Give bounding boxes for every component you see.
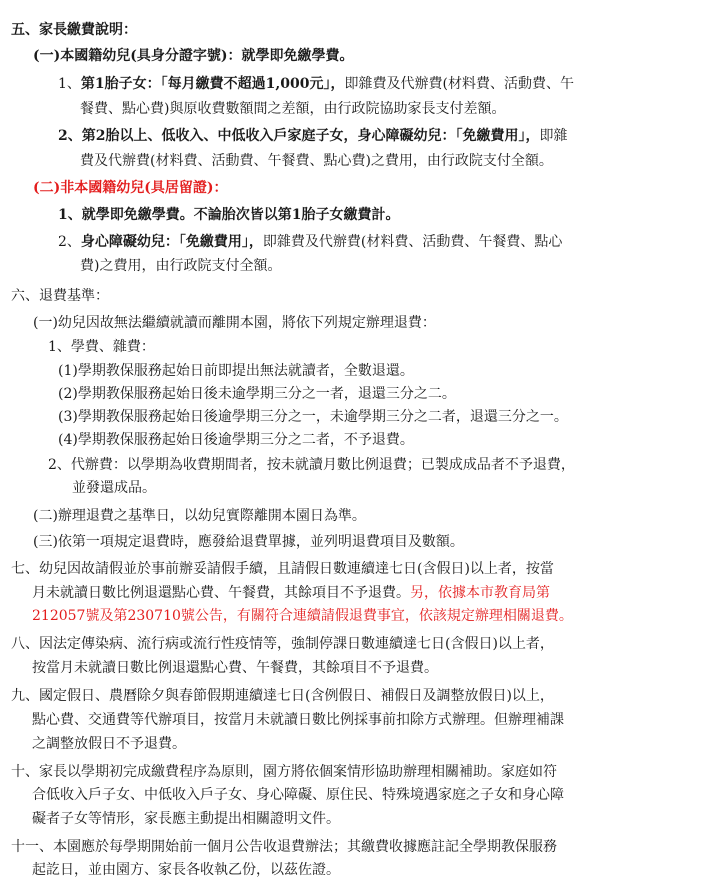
section6-p2: (二)辦理退費之基準日，以幼兒實際離開本園日為準。 xyxy=(33,508,366,524)
section7-line1: 七、幼兒因故請假並於事前辦妥請假手續，且請假日數連續達七日(含假日)以上者，按當 xyxy=(11,561,554,577)
section6-p1-1: 1、學費、雜費： xyxy=(48,339,155,355)
section8-line2: 按當月未就讀日數比例退還點心費、午餐費，其餘項目不予退費。 xyxy=(32,660,438,676)
second-child-fee-text: 即雜 xyxy=(539,128,568,144)
section5-part1-item2-line2: 費及代辦費(材料費、活動費、午餐費、點心費)之費用，由行政院支付全額。 xyxy=(80,153,553,169)
section7-notice-red: 另，依據本市教育局第 xyxy=(410,585,550,601)
section9-line1: 九、國定假日、農曆除夕與春節假期連續達七日(含例假日、補假日及調整放假日)以上， xyxy=(11,688,554,704)
section10-line2: 合低收入戶子女、中低收入戶子女、身心障礙、原住民、特殊境遇家庭之子女和身心障 xyxy=(32,787,564,803)
first-child-fee-emphasis: 第1胎子女：「每月繳費不超過1,000元」， xyxy=(80,76,345,92)
section5-part1-item1-line2: 餐費、點心費)與原收費數額間之差額，由行政院協助家長支付差額。 xyxy=(80,101,506,117)
section8-line1: 八、因法定傳染病、流行病或流行性疫情等，強制停課日數連續達七日(含假日)以上者， xyxy=(11,636,554,652)
section7-line2 xyxy=(32,583,550,603)
section6-p1-1-b: (2)學期教保服務起始日後未逾學期三分之一者，退還三分之二。 xyxy=(58,386,456,402)
section5-part1-item1-line1 xyxy=(58,74,574,94)
section6-p3: (三)依第一項規定退費時，應發給退費單據，並列明退費項目及數額。 xyxy=(33,534,464,550)
section5-part2-item2-line2: 費)之費用，由行政院支付全額。 xyxy=(80,258,282,274)
second-child-fee-emphasis: 2、第2胎以上、低收入、中低收入戶家庭子女，身心障礙幼兒：「免繳費用」， xyxy=(58,128,540,144)
section11-line1: 十一、本園應於每學期開始前一個月公告收退費辦法；其繳費收據應註記全學期教保服務 xyxy=(11,839,557,855)
disability-fee-text: 即雜費及代辦費(材料費、活動費、午餐費、點心 xyxy=(262,234,563,250)
disability-fee-emphasis: 身心障礙幼兒：「免繳費用」， xyxy=(80,234,263,250)
section6-p1-1-c: (3)學期教保服務起始日後逾學期三分之一，未逾學期三分之二者，退還三分之一。 xyxy=(58,409,568,425)
item-number: 1、 xyxy=(58,76,81,92)
section9-line3: 之調整放假日不予退費。 xyxy=(32,736,186,752)
section6-p1-1-a: (1)學期教保服務起始日前即提出無法就讀者，全數退還。 xyxy=(58,363,414,379)
section5-part1-item2-line1 xyxy=(58,126,567,146)
section6-p1: (一)幼兒因故無法繼續就讀而離開本園，將依下列規定辦理退費： xyxy=(33,315,436,331)
section6-p1-1-d: (4)學期教保服務起始日後逾學期三分之二者，不予退費。 xyxy=(58,432,414,448)
section5-part2-item2-line1 xyxy=(58,232,562,252)
section5-part2-item1: 1、就學即免繳學費。不論胎次皆以第1胎子女繳費計。 xyxy=(58,207,400,223)
section10-line1: 十、家長以學期初完成繳費程序為原則，園方將依個案情形協助辦理相關補助。家庭如符 xyxy=(11,764,557,780)
section9-line2: 點心費、交通費等代辦項目，按當月未就讀日數比例採事前扣除方式辦理。但辦理補課 xyxy=(32,712,564,728)
section10-line3: 礙者子女等情形，家長應主動提出相關證明文件。 xyxy=(32,811,340,827)
section5-part1-heading: (一)本國籍幼兒(具身分證字號)：就學即免繳學費。 xyxy=(33,48,354,64)
section6-p1-2-line2: 並發還成品。 xyxy=(72,480,156,496)
first-child-fee-text: 即雜費及代辦費(材料費、活動費、午 xyxy=(344,76,574,92)
item-number: 2、 xyxy=(58,234,81,250)
section7-line3: 212057號及第230710號公告，有關符合連續請假退費事宜，依該規定辦理相關退費。 xyxy=(32,608,573,624)
section7-refund-text: 月未就讀日數比例退還點心費、午餐費，其餘項目不予退費。 xyxy=(32,585,410,601)
section6-title: 六、退費基準： xyxy=(11,288,109,304)
section5-part2-heading: (二)非本國籍幼兒(具居留證)： xyxy=(33,180,228,196)
section11-line2: 起訖日，並由園方、家長各收執乙份，以茲佐證。 xyxy=(32,862,340,878)
section6-p1-2-line1: 2、代辦費：以學期為收費期間者，按未就讀月數比例退費；已製成成品者不予退費， xyxy=(48,457,575,473)
section5-title: 五、家長繳費說明： xyxy=(11,22,137,38)
